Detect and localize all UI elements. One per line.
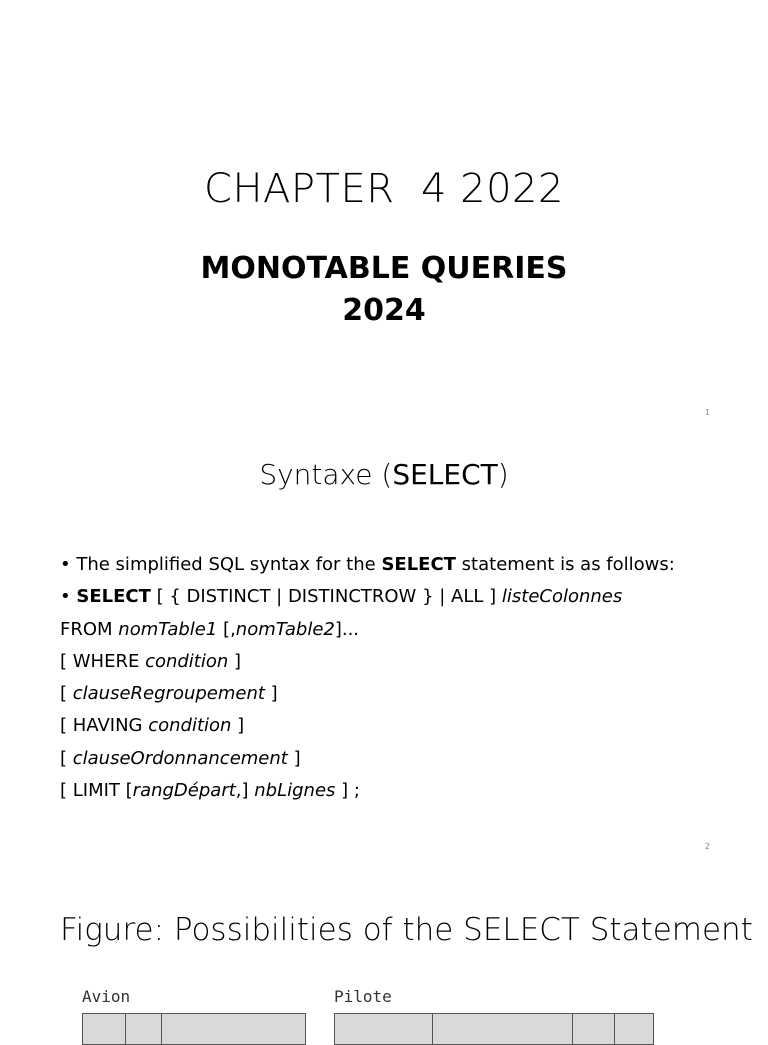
table-header-cell	[162, 1014, 305, 1044]
from-ellipsis: ]...	[334, 618, 360, 640]
select-keyword: SELECT	[76, 586, 151, 608]
avion-table-header	[82, 1013, 306, 1045]
having-condition: condition	[148, 715, 232, 737]
limit-sep: ,]	[235, 780, 255, 802]
table-header-cell	[433, 1014, 573, 1044]
table-header-cell	[335, 1014, 433, 1044]
limit-line	[60, 775, 720, 807]
syntax-title-prefix: Syntaxe (	[259, 458, 393, 491]
where-line	[60, 646, 720, 678]
limit-offset: rangDépart	[132, 780, 236, 802]
table-header-cell	[83, 1014, 126, 1044]
order-line	[60, 743, 720, 775]
from-sep: [,	[217, 618, 236, 640]
select-syntax-block	[60, 549, 720, 807]
pilote-table-label: Pilote	[334, 987, 392, 1006]
bullet-mark: •	[60, 586, 71, 608]
limit-keyword: [ LIMIT [	[60, 780, 133, 802]
bullet-select-line	[60, 581, 720, 613]
from-keyword: FROM	[60, 618, 119, 640]
where-close: ]	[228, 650, 242, 672]
syntax-title-suffix: )	[497, 458, 509, 491]
group-close: ]	[264, 683, 278, 705]
subtitle-line-2: 2024	[342, 293, 426, 328]
select-keyword: SELECT	[381, 554, 456, 575]
select-columns: listeColonnes	[501, 586, 623, 608]
bullet-intro-text: The simplified SQL syntax for the	[76, 554, 382, 575]
order-close: ]	[287, 747, 301, 769]
limit-rows: nbLignes	[254, 780, 336, 802]
table-name-2: nomTable2	[235, 618, 335, 640]
pilote-table-header	[334, 1013, 654, 1045]
chapter-title: CHAPTER 4 2022	[204, 166, 564, 212]
table-header-cell	[615, 1014, 653, 1044]
page-number: 2	[704, 842, 710, 851]
slide-2	[0, 432, 768, 864]
slide-3	[0, 864, 768, 1024]
figure-title: Figure: Possibilities of the SELECT Statement	[60, 912, 753, 948]
from-line	[60, 614, 720, 646]
subtitle-line-1: MONOTABLE QUERIES	[200, 251, 568, 286]
slide-1	[0, 0, 768, 432]
having-line	[60, 710, 720, 742]
syntax-title	[0, 458, 768, 491]
order-open: [	[60, 747, 73, 769]
group-clause: clauseRegroupement	[72, 683, 265, 705]
bullet-mark: •	[60, 554, 71, 575]
where-condition: condition	[145, 650, 229, 672]
order-clause: clauseOrdonnancement	[72, 747, 288, 769]
table-header-cell	[573, 1014, 615, 1044]
syntax-title-keyword: SELECT	[392, 458, 498, 491]
table-header-cell	[126, 1014, 162, 1044]
avion-table-label: Avion	[82, 987, 131, 1006]
having-keyword: [ HAVING	[60, 715, 149, 737]
having-close: ]	[231, 715, 245, 737]
page-number: 1	[704, 408, 710, 417]
bullet-intro	[60, 549, 720, 581]
limit-close: ] ;	[335, 780, 360, 802]
select-options: [ { DISTINCT | DISTINCTROW } | ALL ]	[150, 586, 502, 608]
group-open: [	[60, 683, 73, 705]
chapter-subtitle	[0, 248, 768, 332]
table-name-1: nomTable1	[118, 618, 218, 640]
bullet-intro-text-end: statement is as follows:	[455, 554, 675, 575]
group-line	[60, 678, 720, 710]
where-keyword: [ WHERE	[60, 650, 146, 672]
